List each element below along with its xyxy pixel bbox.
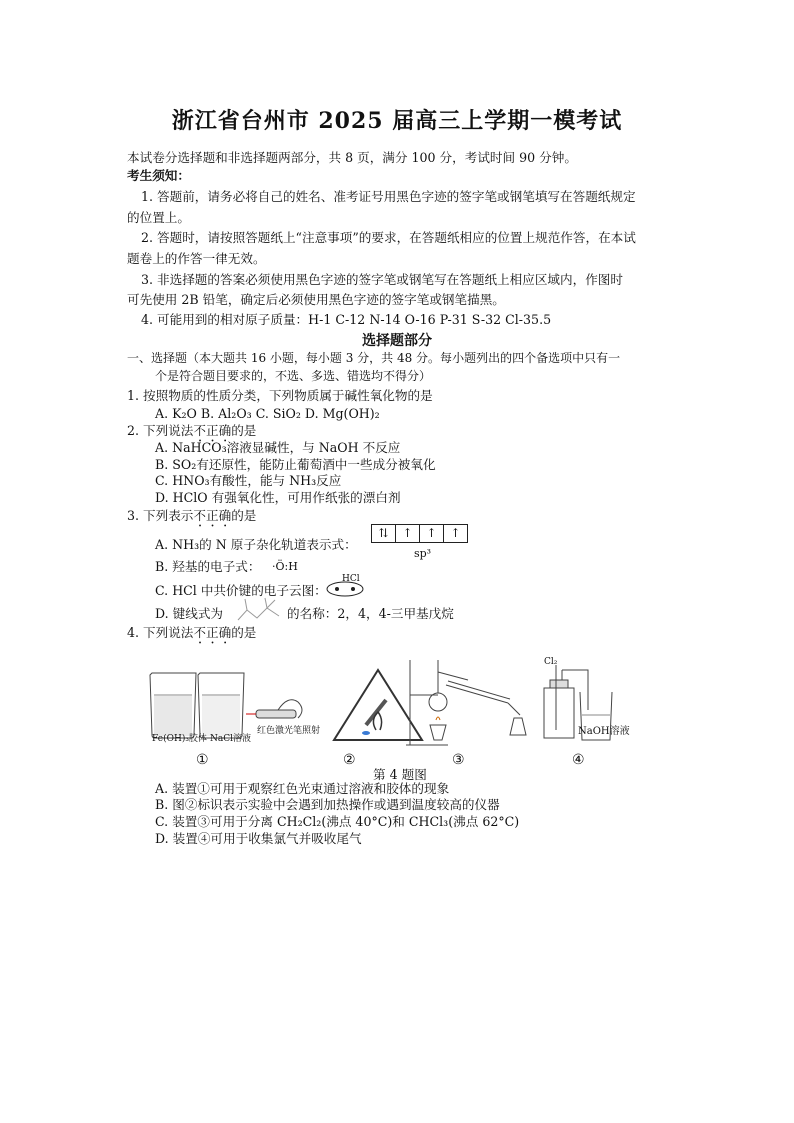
notice-3b: 可先使用 2B 铅笔，确定后必须使用黑色字迹的签字笔或钢笔描黑。	[127, 292, 505, 307]
beaker-colloid-image	[150, 673, 244, 738]
q4-option-d: D. 装置④可用于收集氯气并吸收尾气	[155, 831, 362, 846]
figure-caption: 第 4 题图	[373, 767, 427, 782]
notice-4: 4. 可能用到的相对原子质量：H-1 C-12 N-14 O-16 P-31 S-32 Cl-35.5	[141, 312, 552, 327]
intro-text: 本试卷分选择题和非选择题两部分，共 8 页，满分 100 分，考试时间 90 分钟。	[127, 150, 577, 165]
distillation-apparatus-image	[406, 660, 526, 745]
q1-options: A. K₂O B. Al₂O₃ C. SiO₂ D. Mg(OH)₂	[155, 406, 380, 421]
cl2-label: Cl₂	[544, 657, 558, 667]
notice-1a: 1. 答题前，请务必将自己的姓名、准考证号用黑色字迹的签字笔或钢笔填写在答题纸规定	[141, 189, 636, 204]
q4-stem: 4. 下列说法不正确的是	[127, 625, 257, 640]
q3-option-d: D. 键线式为	[155, 606, 224, 621]
q3-option-d-name: 的名称：2，4，4-三甲基戊烷	[287, 606, 454, 621]
page-title: 浙江省台州市 2025 届高三上学期一模考试	[171, 108, 623, 134]
laser-pointer-image	[246, 700, 302, 718]
notice-3a: 3. 非选择题的答案必须使用黑色字迹的签字笔或钢笔写在答题纸上相应区域内，作图时	[141, 272, 623, 287]
figure-marker-3: ③	[452, 752, 465, 768]
orbital-box: ↑	[419, 524, 444, 543]
orbital-box: ⇅	[371, 524, 396, 543]
section-title: 选择题部分	[362, 333, 432, 349]
q3-option-b: B. 羟基的电子式：	[155, 559, 261, 574]
laser-label: 红色激光笔照射	[257, 726, 321, 736]
figure-marker-2: ②	[343, 752, 356, 768]
figure-marker-4: ④	[572, 752, 585, 768]
notice-2a: 2. 答题时，请按照答题纸上“注意事项”的要求，在答题纸相应的位置上规范作答，在本试	[141, 230, 636, 245]
q2-stem: 2. 下列说法不正确的是	[127, 423, 257, 438]
q2-option-b: B. SO₂有还原性，能防止葡萄酒中一些成分被氧化	[155, 457, 436, 472]
section-instruction-2: 个是符合题目要求的，不选、多选、错选均不得分）	[155, 369, 432, 383]
orbital-box: ↑	[443, 524, 468, 543]
skeletal-formula-image	[235, 596, 285, 626]
notice-heading: 考生须知：	[127, 168, 190, 183]
figure-marker-1: ①	[196, 752, 209, 768]
nacl-label: NaCl溶液	[210, 734, 252, 744]
colloid-label: Fe(OH)₃胶体	[152, 734, 207, 744]
q3-stem: 3. 下列表示不正确的是	[127, 508, 257, 523]
q2-option-d: D. HClO 有强氧化性，可用作纸张的漂白剂	[155, 490, 401, 505]
q2-option-c: C. HNO₃有酸性，能与 NH₃反应	[155, 473, 342, 488]
q4-option-c: C. 装置③可用于分离 CH₂Cl₂(沸点 40°C)和 CHCl₃(沸点 62°C)	[155, 814, 520, 829]
hydroxyl-electron-formula: ·Ö:H	[272, 560, 298, 573]
q2-option-a: A. NaHCO₃溶液显碱性，与 NaOH 不反应	[155, 440, 401, 455]
q3-option-a: A. NH₃的 N 原子杂化轨道表示式：	[155, 537, 357, 552]
heat-hazard-sign-image	[334, 670, 422, 740]
section-instruction-1: 一、选择题（本大题共 16 小题，每小题 3 分，共 48 分。每小题列出的四个备选项中只有一	[127, 351, 621, 365]
orbital-box: ↑	[395, 524, 420, 543]
q3-option-c: C. HCl 中共价键的电子云图：	[155, 583, 327, 598]
naoh-label: NaOH溶液	[578, 726, 630, 737]
q4-option-b: B. 图②标识表示实验中会遇到加热操作或遇到温度较高的仪器	[155, 797, 500, 812]
q1-stem: 1. 按照物质的性质分类，下列物质属于碱性氧化物的是	[127, 388, 433, 403]
orbital-label: sp³	[414, 547, 432, 560]
electron-cloud-image	[325, 580, 365, 598]
orbital-diagram	[372, 524, 468, 542]
hcl-label: HCl	[342, 574, 360, 584]
notice-2b: 题卷上的作答一律无效。	[127, 251, 266, 266]
notice-1b: 的位置上。	[127, 210, 190, 225]
q4-option-a: A. 装置①可用于观察红色光束通过溶液和胶体的现象	[155, 781, 450, 796]
